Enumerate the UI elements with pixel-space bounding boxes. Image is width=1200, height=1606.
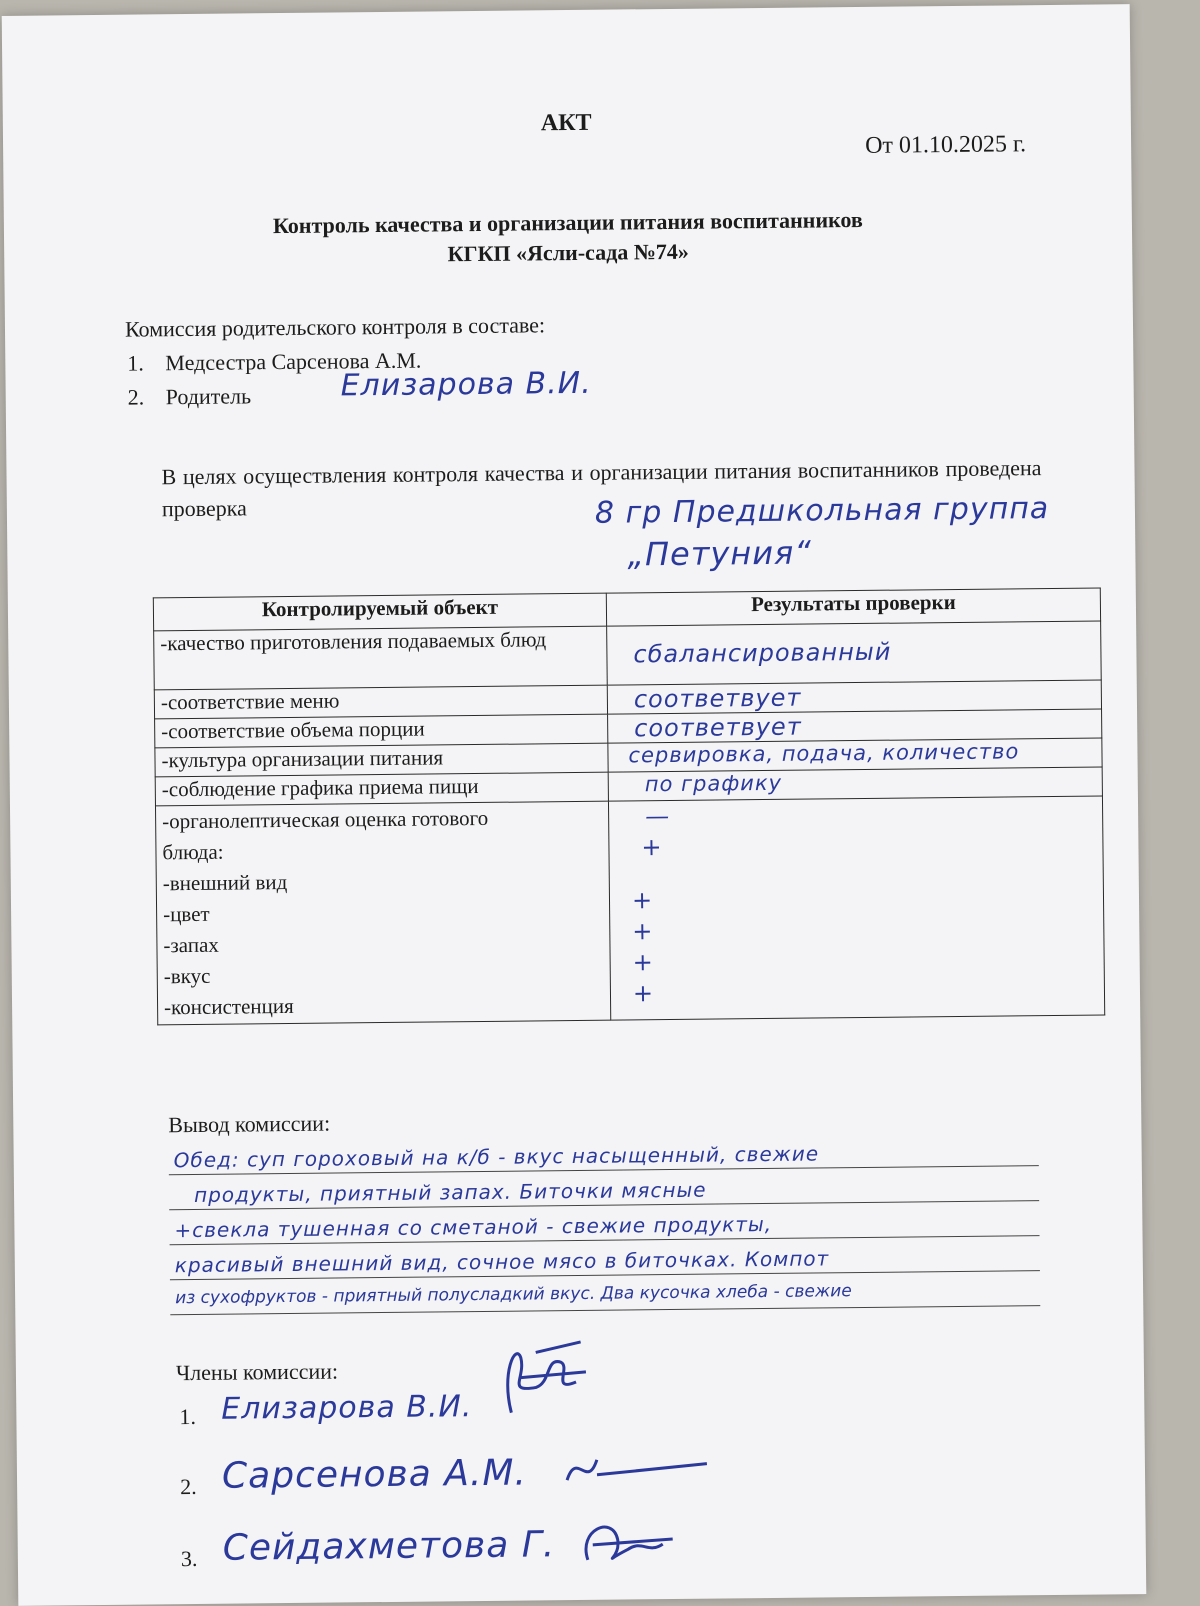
organoleptic-line: -консистенция (163, 993, 294, 1020)
document-page (2, 4, 1147, 1606)
conclusion-line: продукты, приятный запах. Биточки мясные (193, 1177, 707, 1207)
signature-3-icon (572, 1509, 683, 1580)
member-2-label: Родитель (165, 383, 252, 410)
signature-1-icon (491, 1332, 592, 1423)
result-handwritten: сбалансированный (633, 637, 892, 669)
signer-2-number: 2. (179, 1473, 197, 1500)
organoleptic-mark: + (632, 917, 654, 946)
organoleptic-line: блюда: (162, 839, 224, 865)
organoleptic-line: -органолептическая оценка готового (162, 805, 489, 834)
row-object: -соответствие меню (154, 685, 607, 719)
signature-2-icon (557, 1439, 718, 1501)
inspection-group-name-handwritten: „Петуния“ (627, 533, 813, 574)
signer-3-name: Сейдахметова Г. (222, 1524, 556, 1569)
row-object: -соблюдение графика приема пищи (155, 772, 608, 806)
signer-3-number: 3. (180, 1545, 198, 1572)
organoleptic-line: -цвет (162, 901, 210, 927)
conclusion-line: из сухофруктов - приятный полусладкий вкус. Два кусочка хлеба - свежие (175, 1281, 852, 1309)
commission-intro: Комиссия родительского контроля в составе: (124, 312, 546, 342)
organoleptic-line: -вкус (163, 963, 211, 989)
conclusion-line: +свекла тушенная со сметаной - свежие продукты, (174, 1211, 773, 1243)
control-table (153, 587, 1105, 1025)
header-object: Контролируемый объект (153, 593, 606, 631)
result-handwritten: сервировка, подача, количество (628, 739, 1020, 768)
organoleptic-mark: + (632, 979, 655, 1008)
member-2-handwritten: Елизарова В.И. (340, 365, 592, 404)
result-handwritten: соответвует (634, 712, 802, 743)
document-heading (4, 202, 1133, 274)
inspection-paragraph: В целях осуществления контроля качества и организации питания воспитанников проведена проверка (161, 455, 1042, 522)
organoleptic-results (608, 796, 1104, 1020)
conclusion-line: красивый внешний вид, сочное мясо в биточках. Компот (174, 1246, 830, 1278)
header-results: Результаты проверки (606, 588, 1100, 626)
organoleptic-mark: + (631, 886, 654, 915)
member-1-number: 1. (127, 350, 144, 376)
document-title: АКТ (540, 109, 592, 137)
result-handwritten: по графику (644, 770, 783, 797)
table-row-organoleptic (155, 796, 1104, 1025)
table-row (154, 621, 1102, 690)
member-2-number: 2. (127, 384, 145, 410)
organoleptic-line: -запах (163, 932, 219, 958)
signers-label: Члены комиссии: (175, 1358, 339, 1386)
conclusion-line: Обед: суп гороховый на к/б - вкус насыщенный, свежие (173, 1141, 820, 1173)
organoleptic-line: -внешний вид (162, 870, 288, 896)
organoleptic-mark: + (641, 833, 663, 862)
heading-line-2: КГКП «Ясли-сада №74» (447, 238, 689, 267)
conclusion-label: Вывод комиссии: (168, 1110, 331, 1138)
inspection-group-handwritten: 8 гр Предшкольная группа (594, 491, 1050, 531)
document-date: От 01.10.2025 г. (865, 131, 1027, 159)
signer-1-name: Елизарова В.И. (221, 1389, 473, 1427)
signer-2-name: Сарсенова А.М. (221, 1452, 528, 1497)
signer-1-number: 1. (179, 1403, 197, 1430)
member-1-label: Медсестра Сарсенова А.М. (165, 347, 422, 376)
row-object: -соответствие объема порции (155, 714, 608, 748)
row-object: -качество приготовления подаваемых блюд (154, 626, 608, 690)
row-result (607, 621, 1102, 685)
organoleptic-object (155, 801, 610, 1025)
organoleptic-mark: + (632, 948, 654, 977)
member-2 (128, 383, 252, 410)
heading-line-1: Контроль качества и организации питания воспитанников (272, 206, 863, 239)
row-object: -культура организации питания (155, 743, 608, 777)
organoleptic-mark: — (644, 801, 671, 831)
result-handwritten: соответвует (633, 683, 802, 714)
